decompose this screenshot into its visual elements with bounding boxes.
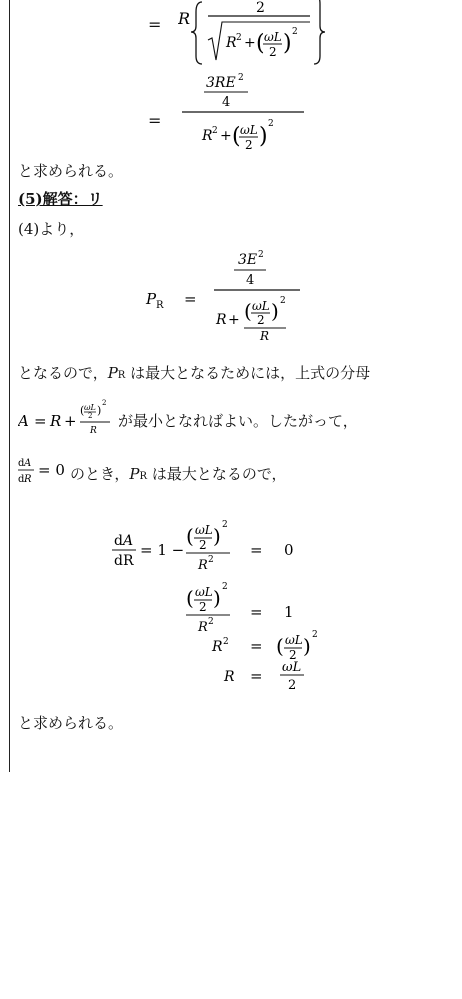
left-margin-rule (9, 0, 10, 772)
svg-text:1: 1 (284, 603, 294, 621)
svg-text:2: 2 (223, 637, 229, 647)
svg-text:ωL: ωL (84, 403, 96, 412)
svg-text:): ) (283, 31, 292, 56)
svg-text:2: 2 (208, 555, 214, 565)
svg-text:R: R (198, 620, 208, 635)
svg-text:R: R (123, 553, 134, 569)
equation-line-2: = (148, 111, 162, 130)
svg-text:(: ( (186, 586, 194, 610)
eq2-fraction (180, 70, 310, 150)
svg-text:+: + (244, 35, 256, 51)
svg-text:= 0: = 0 (38, 461, 65, 479)
svg-text:ωL: ωL (195, 523, 213, 537)
svg-text:+: + (220, 128, 232, 144)
eq1-brace-expression (178, 0, 328, 66)
svg-text:0: 0 (284, 541, 294, 559)
eq2-svg (180, 70, 310, 150)
svg-text:d: d (114, 553, 123, 569)
svg-text:(: ( (232, 124, 241, 149)
a-expression-text: が最小となればよい。したがって， (118, 412, 358, 430)
svg-text:): ) (97, 404, 102, 417)
svg-text:ωL: ωL (195, 585, 213, 599)
svg-text:d: d (18, 458, 25, 469)
svg-text:R: R (24, 474, 32, 485)
svg-text:R: R (224, 669, 235, 685)
svg-text:R: R (156, 300, 164, 311)
svg-text:ωL: ωL (285, 633, 303, 647)
text-line-1: と求められる。 (18, 162, 124, 180)
svg-text:=: = (250, 603, 263, 621)
svg-text:2: 2 (212, 126, 218, 136)
section-heading: (5)解答：リ (18, 190, 103, 208)
svg-text:2: 2 (256, 0, 265, 16)
svg-text:R: R (226, 35, 237, 51)
svg-text:2: 2 (289, 648, 297, 662)
svg-text:): ) (271, 299, 279, 323)
svg-text:3E: 3E (238, 252, 258, 268)
svg-text:+: + (228, 312, 240, 328)
svg-text:=: = (250, 541, 263, 559)
pr-equation-svg (140, 250, 340, 342)
svg-text:+: + (64, 412, 77, 430)
text-line-2: (4)より， (18, 220, 85, 238)
svg-text:=: = (250, 667, 263, 685)
svg-text:2: 2 (199, 600, 207, 614)
svg-text:(: ( (80, 404, 85, 417)
svg-text:3RE: 3RE (206, 75, 236, 91)
svg-text:d: d (18, 474, 25, 485)
dadr-text: のとき，PR は最大となるので， (70, 465, 287, 483)
svg-text:): ) (213, 524, 221, 548)
svg-text:R: R (212, 639, 223, 655)
eq1-brace-svg (178, 0, 328, 66)
svg-text:2: 2 (245, 138, 253, 150)
svg-text:A: A (24, 458, 32, 469)
svg-text:2: 2 (222, 520, 228, 530)
svg-text:2: 2 (238, 73, 244, 83)
svg-text:): ) (303, 634, 311, 658)
svg-text:R: R (90, 426, 97, 436)
svg-text:2: 2 (199, 538, 207, 552)
svg-text:=: = (34, 412, 47, 430)
svg-text:R: R (216, 312, 227, 328)
svg-text:2: 2 (292, 27, 298, 37)
svg-text:R: R (178, 9, 191, 28)
svg-text:2: 2 (288, 678, 297, 690)
svg-text:R: R (260, 329, 270, 342)
svg-text:(: ( (256, 31, 265, 56)
svg-text:4: 4 (246, 273, 255, 288)
svg-text:4: 4 (222, 95, 231, 110)
equation-line-1: = (148, 15, 162, 34)
svg-text:= 1 −: = 1 − (140, 541, 185, 559)
svg-text:=: = (184, 290, 197, 308)
svg-text:R: R (198, 558, 208, 573)
svg-text:2: 2 (258, 250, 264, 260)
svg-text:2: 2 (88, 412, 93, 420)
svg-text:R: R (202, 128, 213, 144)
svg-text:2: 2 (269, 45, 277, 59)
text-line-3: となるので，PR は最大となるためには，上式の分母 (18, 364, 371, 382)
svg-text:(: ( (244, 299, 252, 323)
svg-text:d: d (114, 533, 123, 549)
svg-text:2: 2 (312, 630, 318, 640)
svg-text:=: = (250, 637, 263, 655)
derivation-block (100, 515, 420, 690)
svg-text:ωL: ωL (252, 299, 270, 313)
svg-text:(: ( (186, 524, 194, 548)
svg-text:2: 2 (280, 296, 286, 306)
svg-text:ωL: ωL (240, 123, 258, 137)
svg-text:ωL: ωL (282, 660, 302, 675)
svg-text:A: A (123, 533, 134, 549)
dadr-line (18, 452, 458, 492)
svg-text:P: P (146, 290, 157, 308)
svg-text:2: 2 (222, 582, 228, 592)
svg-text:ωL: ωL (264, 30, 282, 44)
text-line-6: と求められる。 (18, 714, 124, 732)
svg-text:A: A (18, 412, 29, 430)
pr-equation (140, 250, 340, 342)
svg-text:): ) (259, 124, 268, 149)
svg-text:2: 2 (257, 313, 265, 327)
derivation-svg (100, 515, 420, 690)
svg-text:2: 2 (236, 33, 242, 43)
svg-text:): ) (213, 586, 221, 610)
svg-text:2: 2 (268, 119, 274, 129)
a-expression-line (18, 398, 458, 442)
svg-text:2: 2 (208, 617, 214, 627)
svg-text:2: 2 (102, 399, 107, 407)
svg-text:(: ( (276, 634, 284, 658)
svg-text:R: R (50, 412, 62, 430)
